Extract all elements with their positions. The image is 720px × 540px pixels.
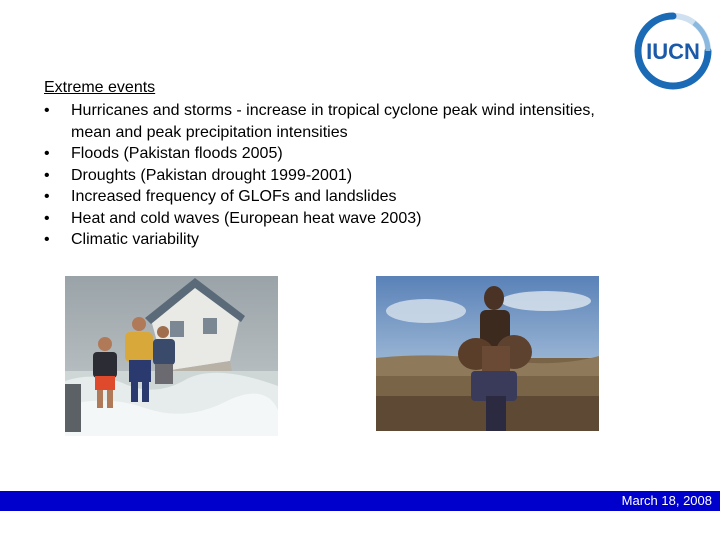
- bullet-marker: •: [44, 188, 50, 205]
- bullet-item: [44, 208, 684, 230]
- bullet-text: Climatic variability: [71, 231, 200, 248]
- bullet-item: [44, 165, 684, 187]
- bullet-item: [44, 186, 684, 208]
- iucn-logo: [634, 12, 712, 90]
- bullet-text: Increased frequency of GLOFs and landslides: [71, 188, 397, 205]
- hurricane-photo: [65, 276, 278, 436]
- bullet-marker: •: [44, 231, 50, 248]
- bullet-text: Heat and cold waves (European heat wave 2003): [71, 209, 422, 227]
- bullet-text: mean and peak precipitation intensities: [71, 123, 348, 141]
- bullet-marker: •: [44, 209, 50, 227]
- bullet-marker: •: [44, 166, 50, 184]
- logo-text: IUCN: [646, 39, 700, 64]
- bullet-text: Droughts (Pakistan drought 1999-2001): [71, 166, 353, 184]
- bullet-list: [44, 100, 684, 251]
- bullet-marker: •: [44, 102, 50, 119]
- footer-bar: [0, 491, 720, 511]
- bullet-item: [44, 143, 684, 165]
- bullet-text: Hurricanes and storms - increase in tropical cyclone peak wind intensities,: [71, 102, 595, 119]
- drought-photo: [376, 276, 599, 431]
- footer-date: March 18, 2008: [621, 493, 712, 508]
- slide-heading: Extreme events: [44, 79, 156, 96]
- bullet-text: Floods (Pakistan floods 2005): [71, 145, 283, 162]
- bullet-item: [44, 229, 684, 251]
- bullet-item: [44, 100, 684, 143]
- bullet-marker: •: [44, 145, 50, 162]
